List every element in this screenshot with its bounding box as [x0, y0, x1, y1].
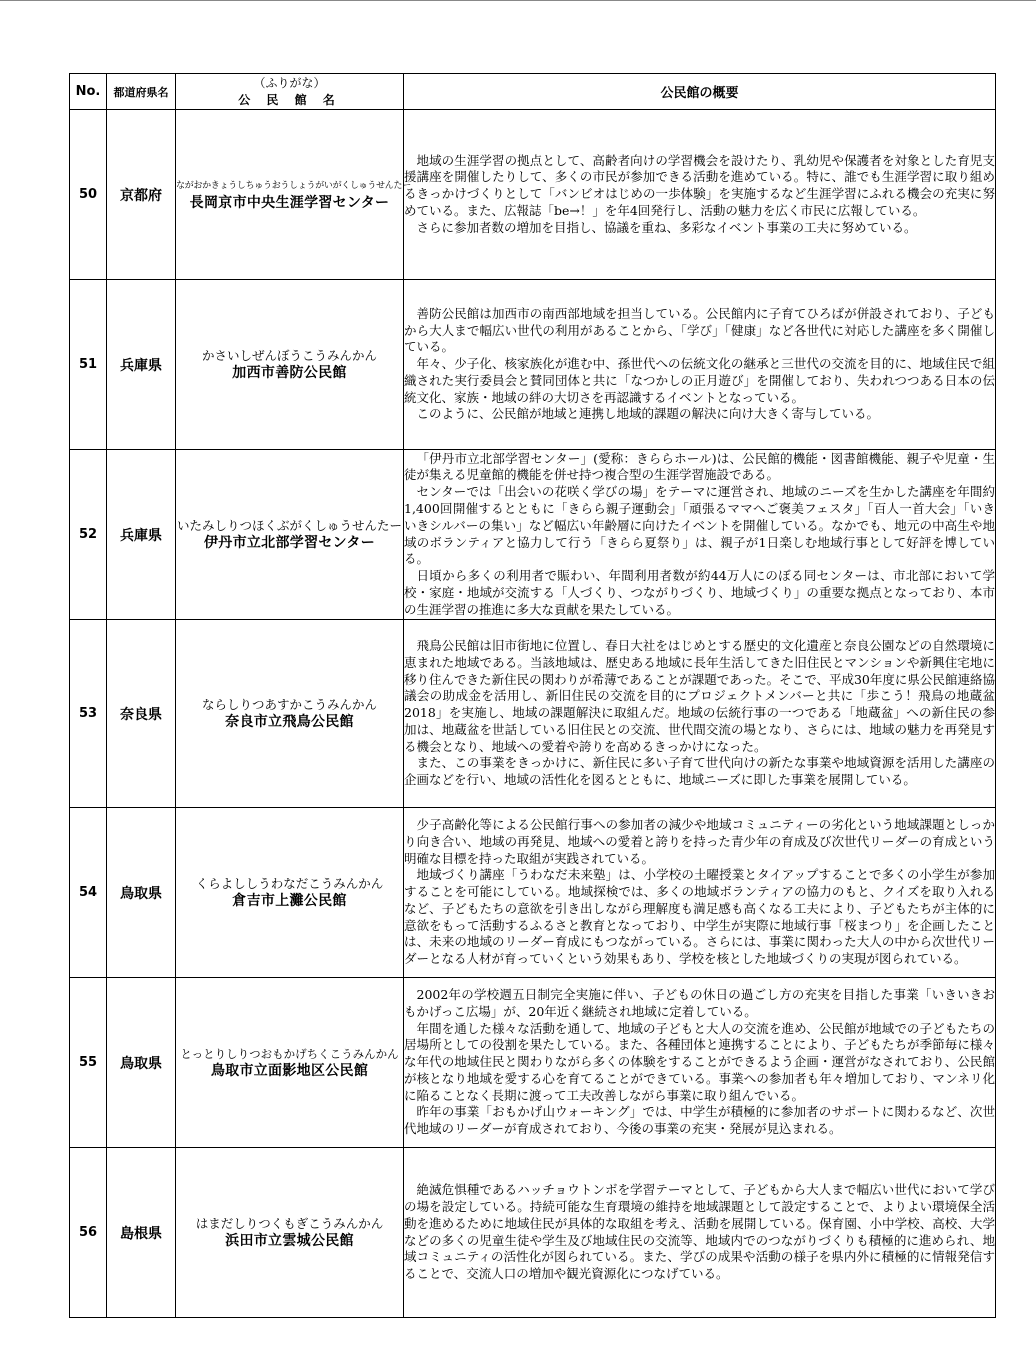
hall-name: 奈良市立飛鳥公民館	[225, 713, 354, 730]
summary-paragraph: センターでは「出会いの花咲く学びの場」をテーマに運営され、地域のニーズを生かした講座を年間約1,400回開催するとともに「きらら親子運動会」「頑張るママへご褒美フェスタ」「百人一首大会」「いきいきシルバーの集い」など幅広い年齢層に向けたイベントを開催している。なかでも、地元の中高生や地域のボランティアと協力して行う「きらら夏祭り」は、親子が1日楽しむ地域行事として好評を博している。	[404, 484, 995, 567]
hall-name: 浜田市立雲城公民館	[225, 1232, 354, 1249]
row-prefecture: 島根県	[107, 1148, 176, 1318]
hall-furigana: ならしりつあすかこうみんかん	[201, 696, 377, 712]
row-number: 50	[70, 110, 107, 280]
row-hall	[176, 110, 411, 280]
row-summary	[404, 110, 996, 280]
summary-paragraph: 地域の生涯学習の拠点として、高齢者向けの学習機会を設けたり、乳幼児や保護者を対象とした育児支援講座を開催したりして、多くの市民が参加できる活動を進めている。特に、誰でも生涯学習に取り組めるきっかけづくりとして「バンビオはじめの一歩体験」を実施するなど生涯学習にふれる機会の充実に努めている。また、広報誌「be→！」を年4回発行し、活動の魅力を広く市民に広報している。	[404, 152, 995, 218]
header-prefecture: 都道府県名	[107, 74, 176, 110]
row-summary	[404, 620, 996, 808]
summary-paragraph: 「伊丹市立北部学習センター」(愛称：きららホール)は、公民館的機能・図書館機能、親子や児童・生徒が集える児童館的機能を併せ持つ複合型の生涯学習施設である。	[404, 450, 995, 483]
hall-name: 倉吉市上灘公民館	[232, 892, 347, 909]
row-number: 56	[70, 1148, 107, 1318]
summary-paragraph: さらに参加者数の増加を目指し、協議を重ね、多彩なイベント事業の工夫に努めている。	[416, 219, 917, 235]
hall-furigana: くらよししうわなだこうみんかん	[195, 875, 384, 891]
row-summary	[404, 1148, 996, 1318]
row-number: 51	[70, 280, 107, 450]
row-hall	[176, 620, 404, 808]
table-row	[70, 978, 996, 1148]
kominkan-table	[69, 73, 996, 1318]
row-summary	[404, 280, 996, 450]
table-row	[70, 450, 996, 620]
row-number: 52	[70, 450, 107, 620]
header-hall-name	[176, 74, 404, 110]
top-rule	[0, 0, 1036, 1]
summary-paragraph: また、この事業をきっかけに、新住民に多い子育て世代向けの新たな事業や地域資源を活用した講座の企画などを行い、地域の活性化を図るとともに、地域ニーズに即した事業を展開している。	[404, 755, 995, 788]
summary-paragraph: 飛鳥公民館は旧市街地に位置し、春日大社をはじめとする歴史的文化遺産と奈良公園などの自然環境に恵まれた地域である。当該地域は、歴史ある地域に長年生活してきた旧住民とマンションや新興住宅地に移り住んできた新住民の関わりが希薄であることが課題であった。そこで、平成30年度に県公民館連絡協議会の助成金を活用し、新旧住民の交流を目的にプロジェクトメンバーと共に「歩こう！飛鳥の地蔵盆2018」を実施し、地域の課題解決に取組んだ。地域の伝統行事の一つである「地蔵盆」への新住民の参加は、地蔵盆を世話している旧住民との交流、世代間交流の場となり、さらには、地域の魅力を再発見する機会となり、地域への愛着や誇りを高めるきっかけになった。	[404, 637, 995, 754]
row-hall	[176, 978, 404, 1148]
table-row	[70, 808, 996, 978]
hall-name: 鳥取市立面影地区公民館	[210, 1062, 369, 1079]
hall-furigana: ながおかきょうしちゅうおうしょうがいがくしゅうせんたー	[176, 180, 411, 191]
table-row	[70, 1148, 996, 1318]
header-furigana: （ふりがな）	[253, 75, 326, 90]
summary-paragraph: 善防公民館は加西市の南西部地域を担当している。公民館内に子育てひろばが併設されており、子どもから大人まで幅広い世代の利用があることから、「学び」「健康」など各世代に対応した講座を多く開催している。	[404, 305, 995, 355]
hall-furigana: とっとりしりつおもかげちくこうみんかん	[180, 1046, 399, 1061]
header-summary: 公民館の概要	[404, 74, 996, 110]
hall-furigana: いたみしりつほくぶがくしゅうせんたー	[176, 517, 402, 533]
table-row	[70, 620, 996, 808]
row-number: 55	[70, 978, 107, 1148]
row-prefecture: 京都府	[107, 110, 176, 280]
row-prefecture: 鳥取県	[107, 808, 176, 978]
row-hall	[176, 280, 404, 450]
row-prefecture: 奈良県	[107, 620, 176, 808]
summary-paragraph: 2002年の学校週五日制完全実施に伴い、子どもの休日の過ごし方の充実を目指した事業「いきいきおもかげっこ広場」が、20年近く継続され地域に定着している。	[404, 986, 995, 1019]
table-row	[70, 280, 996, 450]
hall-furigana: はまだしりつくもぎこうみんかん	[195, 1215, 384, 1231]
header-row	[70, 74, 996, 110]
row-hall	[176, 1148, 404, 1318]
row-prefecture: 鳥取県	[107, 978, 176, 1148]
summary-paragraph: 日頃から多くの利用者で賑わい、年間利用者数が約44万人にのぼる同センターは、市北部において学校・家庭・地域が交流する「人づくり、つながりづくり、地域づくり」の重要な拠点となっており、本市の生涯学習の推進に多大な貢献を果たしている。	[404, 568, 995, 617]
row-number: 54	[70, 808, 107, 978]
summary-paragraph: 絶滅危惧種であるハッチョウトンボを学習テーマとして、子どもから大人まで幅広い世代において学びの場を設定している。持続可能な生育環境の維持を地域課題として設定することで、よりよい環境保全活動を進めるために地域住民が具体的な取組を考え、活動を展開している。保育園、小中学校、高校、大学などの多くの児童生徒や学生及び地域住民の交流等、地域内でのつながりづくりも積極的に進められ、地域コミュニティの活性化が図られている。また、学びの成果や活動の様子を県内外に積極的に情報発信することで、交流人口の増加や観光資源化につなげている。	[404, 1182, 995, 1282]
row-summary	[404, 978, 996, 1148]
header-hall-label: 公 民 館 名	[238, 92, 341, 107]
row-number: 53	[70, 620, 107, 808]
summary-paragraph: 年間を通した様々な活動を通して、地域の子どもと大人の交流を進め、公民館が地域での子どもたちの居場所としての役割を果たしている。また、各種団体と連携することにより、子どもたちが季節毎に様々な年代の地域住民と関わりながら多くの体験をすることができるよう企画・運営がなされており、公民館が核となり地域を愛する心を育てることができている。事業への参加者も年々増加しており、マンネリ化に陥ることなく長期に渡って工夫改善しながら事業に取り組んでいる。	[404, 1020, 995, 1103]
row-summary	[404, 808, 996, 978]
row-summary	[404, 450, 996, 620]
summary-paragraph: 年々、少子化、核家族化が進む中、孫世代への伝統文化の継承と三世代の交流を目的に、地域住民で組織された実行委員会と賛同団体と共に「なつかしの正月遊び」を開催しており、失われつつある日本の伝統文化、家族・地域の絆の大切さを再認識するイベントとなっている。	[404, 356, 995, 405]
row-hall	[176, 450, 404, 620]
summary-paragraph: 地域づくり講座「うわなだ未来塾」は、小学校の土曜授業とタイアップすることで多くの小学生が参加することを可能にしている。地域探検では、多くの地域ボランティアの協力のもと、クイズを取り入れるなど、子どもたちの意欲を引き出しながら理解度も満足感も高くなる工夫により、子どもたちが主体的に意欲をもって活動するふるさと教育となっており、中学生が実際に地域行事「桜まつり」を企画したことは、未来の地域のリーダー育成にもつながっている。さらには、事業に関わった大人の中から次世代リーダーとなる人材が育っていくという効果もあり、学校を核とした地域づくりの実現が図られている。	[404, 867, 995, 967]
hall-name: 加西市善防公民館	[232, 364, 347, 381]
row-prefecture: 兵庫県	[107, 280, 176, 450]
row-hall	[176, 808, 404, 978]
summary-paragraph: 少子高齢化等による公民館行事への参加者の減少や地域コミュニティーの劣化という地域課題としっかり向き合い、地域の再発見、地域への愛着と誇りを持った青少年の育成及び次世代リーダーの育成という明確な目標を持った取組が実践されている。	[404, 816, 995, 866]
header-no: No.	[70, 74, 107, 110]
summary-paragraph: 昨年の事業「おもかげ山ウォーキング」では、中学生が積極的に参加者のサポートに関わるなど、次世代地域のリーダーが育成されており、今後の事業の充実・発展が見込まれる。	[404, 1104, 995, 1137]
row-prefecture: 兵庫県	[107, 450, 176, 620]
table-row	[70, 110, 996, 280]
hall-furigana: かさいしぜんぼうこうみんかん	[201, 347, 377, 363]
summary-paragraph: このように、公民館が地域と連携し地域的課題の解決に向け大きく寄与している。	[416, 406, 880, 422]
hall-name: 長岡京市中央生涯学習センター	[189, 194, 390, 211]
hall-name: 伊丹市立北部学習センター	[203, 534, 376, 551]
